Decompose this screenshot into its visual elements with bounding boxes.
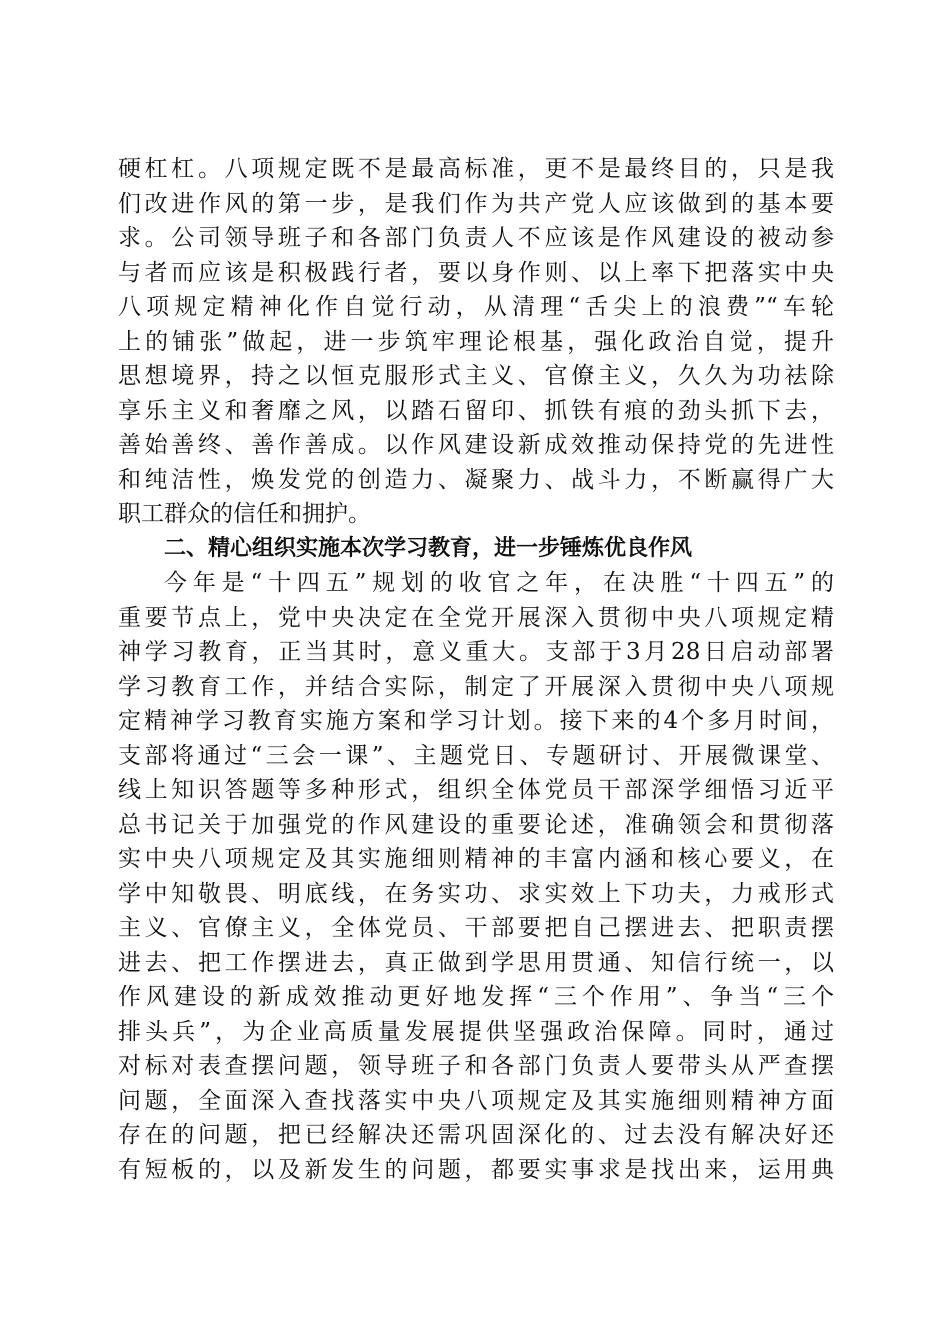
text-line: 善始善终、善作善成。以作风建设新成效推动保持党的先进性 bbox=[118, 432, 834, 458]
text-line: 学中知敬畏、明底线，在务实功、求实效上下功夫，力戒形式 bbox=[118, 880, 834, 907]
text-line: 享乐主义和奢靡之风，以踏石留印、抓铁有痕的劲头抓下去， bbox=[118, 397, 834, 424]
section-heading: 二、精心组织实施本次学习教育，进一步锤炼优良作风 bbox=[164, 535, 693, 561]
text-line: 排头兵”，为企业高质量发展提供坚强政治保障。同时，通过 bbox=[118, 1018, 834, 1045]
text-line: 存在的问题，把已经解决还需巩固深化的、过去没有解决好还 bbox=[118, 1122, 834, 1148]
text-line: 线上知识答题等多种形式，组织全体党员干部深学细悟习近平 bbox=[118, 777, 834, 803]
text-line: 们改进作风的第一步，是我们作为共产党人应该做到的基本要 bbox=[118, 190, 834, 217]
text-line: 进去、把工作摆进去，真正做到学思用贯通、知信行统一，以 bbox=[118, 949, 834, 976]
text-line: 学习教育工作，并结合实际，制定了开展深入贯彻中央八项规 bbox=[118, 673, 834, 700]
text-line: 支部将通过“三会一课”、主题党日、专题研讨、开展微课堂、 bbox=[118, 742, 834, 769]
text-line: 八项规定精神化作自觉行动，从清理“舌尖上的浪费”“车轮 bbox=[118, 294, 834, 320]
text-line: 问题，全面深入查找落实中央八项规定及其实施细则精神方面 bbox=[118, 1087, 834, 1114]
text-line: 定精神学习教育实施方案和学习计划。接下来的4个多月时间， bbox=[118, 708, 834, 734]
paragraph-1 bbox=[118, 152, 834, 532]
text-line: 与者而应该是积极践行者，要以身作则、以上率下把落实中央 bbox=[118, 259, 834, 286]
text-line: 作风建设的新成效推动更好地发挥“三个作用”、争当“三个 bbox=[118, 984, 834, 1010]
text-line: 对标对表查摆问题，领导班子和各部门负责人要带头从严查摆 bbox=[118, 1053, 834, 1079]
text-line: 和纯洁性，焕发党的创造力、凝聚力、战斗力，不断赢得广大 bbox=[118, 466, 834, 493]
text-line: 神学习教育，正当其时，意义重大。支部于3月28日启动部署 bbox=[118, 639, 834, 665]
text-line: 今年是“十四五”规划的收官之年，在决胜“十四五”的 bbox=[164, 570, 834, 596]
text-line: 重要节点上，党中央决定在全党开展深入贯彻中央八项规定精 bbox=[118, 604, 834, 631]
text-line: 上的铺张”做起，进一步筑牢理论根基，强化政治自觉，提升 bbox=[118, 328, 834, 355]
text-line: 实中央八项规定及其实施细则精神的丰富内涵和核心要义，在 bbox=[118, 846, 834, 872]
paragraph-2 bbox=[118, 566, 834, 1187]
text-line: 硬杠杠。八项规定既不是最高标准，更不是最终目的，只是我 bbox=[118, 156, 834, 182]
text-line: 求。公司领导班子和各部门负责人不应该是作风建设的被动参 bbox=[118, 225, 834, 251]
text-line: 总书记关于加强党的作风建设的重要论述，准确领会和贯彻落 bbox=[118, 811, 834, 838]
document-body bbox=[118, 152, 834, 1187]
text-line: 职工群众的信任和拥护。 bbox=[118, 501, 371, 527]
text-line: 有短板的，以及新发生的问题，都要实事求是找出来，运用典 bbox=[118, 1156, 834, 1183]
text-line: 思想境界，持之以恒克服形式主义、官僚主义，久久为功祛除 bbox=[118, 363, 834, 389]
text-line: 主义、官僚主义，全体党员、干部要把自己摆进去、把职责摆 bbox=[118, 915, 834, 941]
